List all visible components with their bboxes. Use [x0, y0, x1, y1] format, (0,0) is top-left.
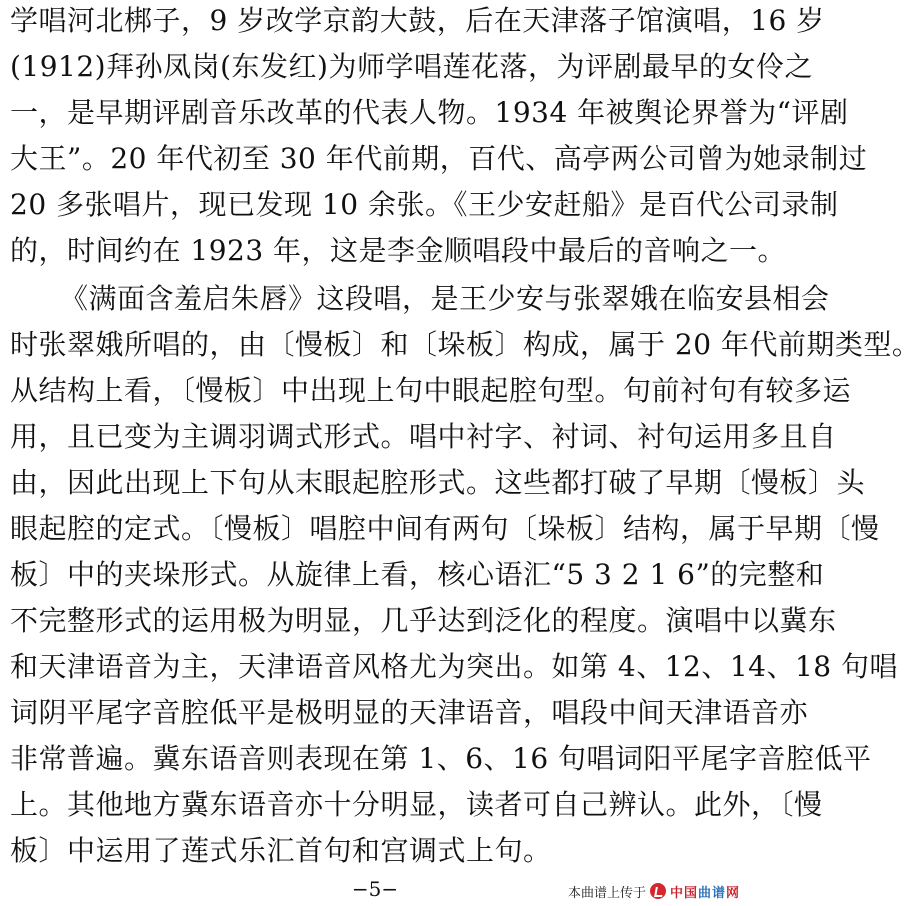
text-line: 时张翠娥所唱的，由〔慢板〕和〔垛板〕构成，属于 20 年代前期类型。 [10, 328, 920, 361]
paragraph-first-line: 《满面含羞启朱唇》这段唱，是王少安与张翠娥在临安县相会 [60, 282, 830, 315]
text-line: 由，因此出现上下句从末眼起腔形式。这些都打破了早期〔慢板〕头 [10, 466, 866, 499]
text-line: 的，时间约在 1923 年，这是李金顺唱段中最后的音响之一。 [10, 234, 787, 267]
text-line: 词阴平尾字音腔低平是极明显的天津语音，唱段中间天津语音亦 [10, 696, 809, 729]
text-line: 从结构上看，〔慢板〕中出现上句中眼起腔句型。句前衬句有较多运 [10, 374, 852, 407]
text-line: 非常普遍。冀东语音则表现在第 1、6、16 句唱词阳平尾字音腔低平 [10, 742, 872, 775]
text-line: 不完整形式的运用极为明显，几乎达到泛化的程度。演唱中以冀东 [10, 604, 837, 637]
text-line: 用，且已变为主调羽调式形式。唱中衬字、衬词、衬句运用多且自 [10, 420, 837, 453]
watermark-text: 本曲谱上传于 [567, 885, 646, 901]
page-number: −5− [351, 877, 399, 901]
text-line: 和天津语音为主，天津语音风格尤为突出。如第 4、12、14、18 句唱 [10, 650, 899, 683]
site-logo-icon [650, 883, 666, 899]
text-line: 上。其他地方冀东语音亦十分明显，读者可自己辨认。此外，〔慢 [10, 788, 823, 821]
text-line: 板〕中运用了莲式乐汇首句和宫调式上句。 [10, 834, 552, 867]
text-line: 20 多张唱片，现已发现 10 余张。《王少安赶船》是百代公司录制 [10, 188, 839, 221]
text-line: 学唱河北梆子，9 岁改学京韵大鼓，后在天津落子馆演唱，16 岁 [10, 4, 825, 37]
site-watermark [568, 881, 740, 901]
text-line: (1912)拜孙凤岗(东发红)为师学唱莲花落，为评剧最早的女伶之 [10, 50, 813, 83]
watermark-brand: 中国曲谱网 [669, 885, 740, 901]
text-line: 大王”。20 年代初至 30 年代前期，百代、高亭两公司曾为她录制过 [10, 142, 868, 175]
text-line: 眼起腔的定式。〔慢板〕唱腔中间有两句〔垛板〕结构，属于早期〔慢 [10, 512, 880, 545]
text-line: 一，是早期评剧音乐改革的代表人物。1934 年被舆论界誉为“评剧 [10, 96, 849, 129]
text-line: 板〕中的夹垛形式。从旋律上看，核心语汇“5 3 2 1 6”的完整和 [10, 558, 825, 591]
